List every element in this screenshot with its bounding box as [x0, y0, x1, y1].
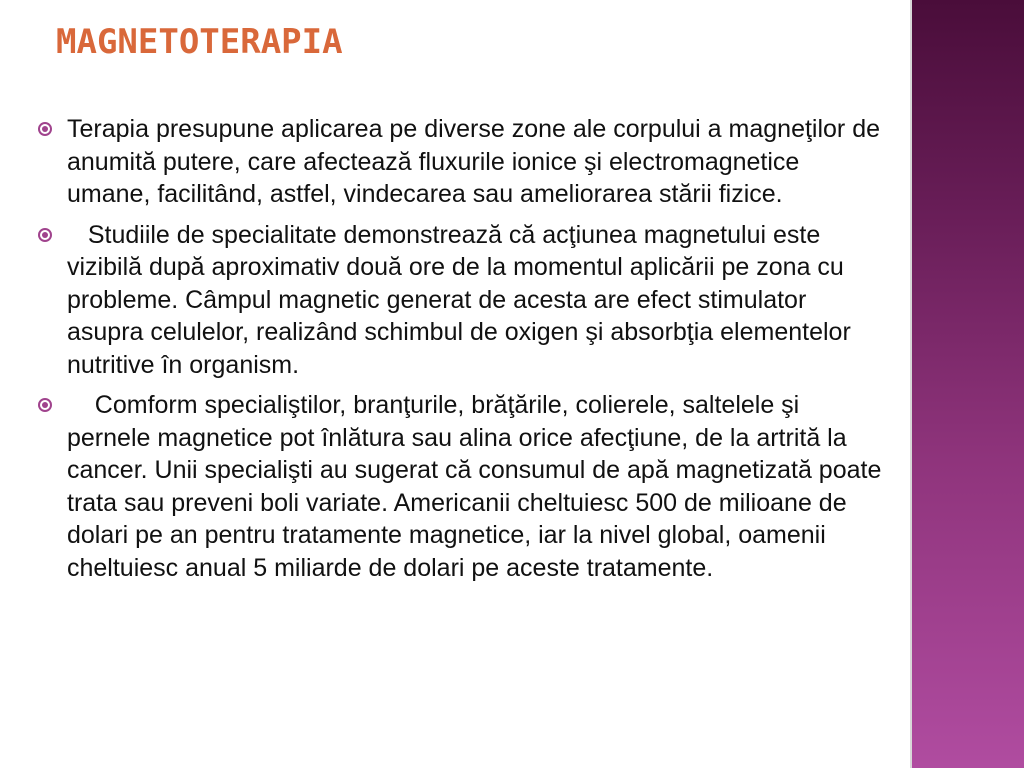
bullet-text: Comform specialiştilor, branţurile, brăţările, colierele, saltelele şi pernele magnetice pot înlătura sau alina orice afecţiune, de la artrită la cancer. Unii specialişti au sugerat că consumul de apă magnetizată poate trata sau preveni boli variate. Americanii cheltuiesc 500 de milioane de dolari pe an pentru tratamente magnetice, iar la nivel global, oamenii cheltuiesc anual 5 miliarde de dolari pe aceste tratamente.	[67, 391, 889, 582]
bullet-text: Terapia presupune aplicarea pe diverse zone ale corpului a magneţilor de anumită putere, care afectează fluxurile ionice şi electromagnetice umane, facilitând, astfel, vindecarea sau ameliorarea stării fizice.	[67, 115, 887, 208]
bullet-item	[36, 389, 889, 584]
bullet-text: Studiile de specialitate demonstrează că acţiunea magnetului este vizibilă după aproximativ două ore de la momentul aplicării pe zona cu probleme. Câmpul magnetic generat de acesta are efect stimulator asupra celulelor, realizând schimbul de oxigen şi absorbţia elementelor nutritive în organism.	[67, 220, 858, 379]
bullet-item	[36, 113, 886, 211]
circled-dot-icon	[38, 228, 52, 242]
slide-title: MAGNETOTERAPIA	[56, 22, 343, 62]
bullet-item	[36, 219, 886, 382]
decorative-side-strip	[912, 0, 1024, 768]
circled-dot-icon	[38, 122, 52, 136]
bullet-list	[36, 113, 889, 592]
circled-dot-icon	[38, 398, 52, 412]
